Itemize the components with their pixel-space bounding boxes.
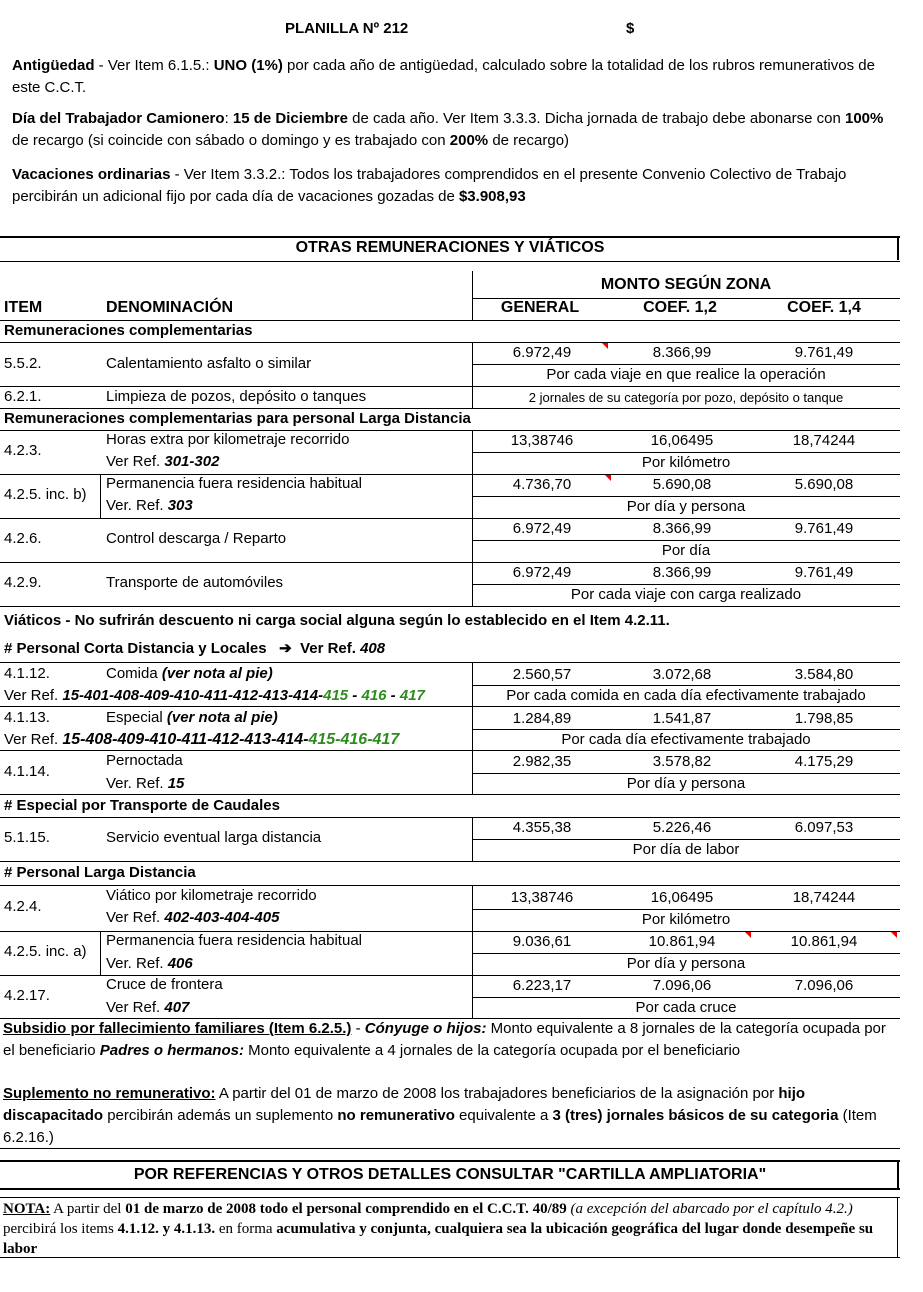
divider	[0, 1257, 900, 1258]
value-general: 1.284,89	[512, 710, 572, 727]
arrow-right-icon: ➔	[279, 640, 292, 657]
item-denominacion: Viático por kilometraje recorrido	[106, 887, 317, 904]
item-reference: Ver Ref. 402-403-404-405	[106, 909, 280, 926]
col-header-coef-1-4: COEF. 1,4	[787, 299, 861, 316]
section-title: # Personal Larga Distancia	[4, 864, 196, 881]
currency-symbol: $	[626, 20, 635, 37]
value-coef-1-2: 3.072,68	[652, 666, 712, 683]
section-title: # Especial por Transporte de Caudales	[4, 797, 280, 814]
value-coef-1-2: 8.366,99	[652, 520, 712, 537]
value-coef-1-2: 1.541,87	[652, 710, 712, 727]
value-general: 13,38746	[510, 432, 574, 449]
value-coef-1-4: 4.175,29	[794, 753, 854, 770]
value-general: 2.560,57	[512, 666, 572, 683]
value-coef-1-2: 8.366,99	[652, 564, 712, 581]
item-denominacion: Servicio eventual larga distancia	[106, 829, 322, 846]
comment-marker-icon	[605, 475, 611, 481]
item-reference: Ver Ref. 301-302	[106, 453, 220, 470]
divider	[0, 1160, 900, 1162]
value-coef-1-2: 5.690,08	[652, 476, 712, 493]
item-denominacion: Horas extra por kilometraje recorrido	[106, 431, 350, 448]
divider	[0, 1188, 900, 1190]
row-note: Por kilómetro	[641, 454, 731, 471]
item-reference: Ver Ref. 15-408-409-410-411-412-413-414-415-416-417	[4, 731, 400, 748]
value-coef-1-2: 10.861,94	[648, 933, 716, 950]
col-header-denominacion: DENOMINACIÓN	[106, 299, 234, 316]
item-denominacion: Especial (ver nota al pie)	[106, 709, 278, 726]
item-denominacion: Cruce de frontera	[106, 976, 223, 993]
section-title: Remuneraciones complementarias para personal Larga Distancia	[4, 410, 471, 427]
nota-paragraph: NOTA: A partir del 01 de marzo de 2008 todo el personal comprendido en el C.C.T. 40/89 (a excepción del abarcado por el capítulo 4.2.) percibirá los items 4.1.12. y 4.1.13. en forma acumulativa y conjunta, cualquiera sea la ubicación geográfica del lugar donde desempeñe su labor	[3, 1201, 874, 1257]
item-reference: Ver. Ref. 303	[106, 497, 193, 514]
section-title: Remuneraciones complementarias	[4, 322, 253, 339]
value-general: 6.972,49	[512, 344, 572, 361]
value-coef-1-4: 18,74244	[792, 889, 856, 906]
value-coef-1-4: 6.097,53	[794, 819, 854, 836]
table-title: OTRAS REMUNERACIONES Y VIÁTICOS	[295, 239, 605, 256]
value-coef-1-2: 5.226,46	[652, 819, 712, 836]
item-code: 4.2.17.	[4, 987, 50, 1004]
divider	[0, 1197, 900, 1198]
value-coef-1-2: 16,06495	[650, 432, 714, 449]
divider	[0, 861, 900, 862]
value-general: 9.036,61	[512, 933, 572, 950]
row-note: Por cada viaje con carga realizado	[570, 586, 802, 603]
row-note: Por cada cruce	[635, 999, 737, 1016]
row-note: Por día y persona	[626, 498, 746, 515]
item-code: 5.5.2.	[4, 355, 42, 372]
value-coef-1-2: 7.096,06	[652, 977, 712, 994]
divider	[0, 706, 900, 707]
row-note: Por cada comida en cada día efectivamente trabajado	[506, 687, 866, 704]
monto-header: MONTO SEGÚN ZONA	[600, 276, 772, 293]
comment-marker-icon	[745, 932, 751, 938]
item-denominacion: Control descarga / Reparto	[106, 530, 287, 547]
item-code: 4.2.4.	[4, 898, 42, 915]
divider	[0, 606, 900, 607]
subsidio-paragraph: Subsidio por fallecimiento familiares (Item 6.2.5.) - Cónyuge o hijos: Monto equivalente a 8 jornales de la categoría ocupada por el beneficiario Padres o hermanos: Monto equivalente a 4 jornales de la categoría ocupada por el beneficiario	[3, 1020, 886, 1059]
row-note: Por cada viaje en que realice la operación	[546, 366, 826, 383]
referencias-banner: POR REFERENCIAS Y OTROS DETALLES CONSULTAR "CARTILLA AMPLIATORIA"	[133, 1166, 767, 1183]
item-denominacion: Pernoctada	[106, 752, 183, 769]
item-code: 4.1.12.	[4, 665, 50, 682]
item-reference: Ver. Ref. 406	[106, 955, 193, 972]
row-note: Por cada día efectivamente trabajado	[561, 731, 811, 748]
item-code: 4.1.13.	[4, 709, 50, 726]
value-coef-1-4: 9.761,49	[794, 564, 854, 581]
value-coef-1-4: 9.761,49	[794, 520, 854, 537]
col-header-coef-1-2: COEF. 1,2	[643, 299, 717, 316]
column-divider	[100, 474, 101, 518]
row-note: Por día y persona	[626, 775, 746, 792]
suplemento-paragraph: Suplemento no remunerativo: A partir del 01 de marzo de 2008 los trabajadores beneficiarios de la asignación por hijo discapacitado percibirán además un suplemento no remunerativo equivalente a 3 (tres) jornales básicos de su categoria (Item 6.2.16.)	[3, 1085, 877, 1146]
item-denominacion: Permanencia fuera residencia habitual	[106, 932, 362, 949]
value-coef-1-4: 5.690,08	[794, 476, 854, 493]
item-code: 4.2.6.	[4, 530, 42, 547]
value-general: 6.972,49	[512, 564, 572, 581]
row-note: Por kilómetro	[641, 911, 731, 928]
item-code: 4.1.14.	[4, 763, 50, 780]
item-denominacion: Calentamiento asfalto o similar	[106, 355, 312, 372]
section-title: # Personal Corta Distancia y Locales ➔ Ver Ref. 408	[4, 640, 386, 657]
value-general: 13,38746	[510, 889, 574, 906]
item-reference: Ver Ref. 15-401-408-409-410-411-412-413-414-415 - 416 - 417	[4, 687, 425, 704]
item-code: 4.2.5. inc. b)	[4, 486, 87, 503]
page-title: PLANILLA Nº 212	[285, 20, 409, 37]
column-divider	[100, 931, 101, 975]
item-denominacion: Transporte de automóviles	[106, 574, 284, 591]
comment-marker-icon	[891, 932, 897, 938]
row-note: 2 jornales de su categoría por pozo, depósito o tanque	[528, 390, 844, 405]
item-code: 4.2.3.	[4, 442, 42, 459]
item-code: 5.1.15.	[4, 829, 50, 846]
value-coef-1-4: 18,74244	[792, 432, 856, 449]
item-denominacion: Comida (ver nota al pie)	[106, 665, 273, 682]
comment-marker-icon	[602, 343, 608, 349]
col-header-general: GENERAL	[500, 299, 580, 316]
item-reference: Ver. Ref. 15	[106, 775, 185, 792]
value-coef-1-2: 16,06495	[650, 889, 714, 906]
value-coef-1-2: 8.366,99	[652, 344, 712, 361]
divider	[0, 662, 900, 663]
antiguedad-paragraph: Antigüedad - Ver Item 6.1.5.: UNO (1%) por cada año de antigüedad, calculado sobre la totalidad de los rubros remunerativos de este C.C.T.	[12, 57, 875, 96]
row-note: Por día	[661, 542, 711, 559]
viaticos-heading: Viáticos - No sufrirán descuento ni carga social alguna según lo establecido en el Item 4.2.11.	[4, 612, 670, 629]
value-coef-1-4: 1.798,85	[794, 710, 854, 727]
value-coef-1-2: 3.578,82	[652, 753, 712, 770]
item-denominacion: Limpieza de pozos, depósito o tanques	[106, 388, 367, 405]
vacaciones-paragraph: Vacaciones ordinarias - Ver Item 3.3.2.: Todos los trabajadores comprendidos en el presente Convenio Colectivo de Trabajo percibirán un adicional fijo por cada día de vacaciones gozadas de $3.908,93	[12, 166, 847, 205]
table-border-top	[0, 236, 900, 238]
divider	[0, 1148, 900, 1149]
item-reference: Ver Ref. 407	[106, 999, 190, 1016]
divider	[0, 261, 900, 262]
row-note: Por día de labor	[632, 841, 740, 858]
value-general: 6.972,49	[512, 520, 572, 537]
item-denominacion: Permanencia fuera residencia habitual	[106, 475, 362, 492]
value-coef-1-4: 7.096,06	[794, 977, 854, 994]
value-general: 4.355,38	[512, 819, 572, 836]
row-note: Por día y persona	[626, 955, 746, 972]
value-coef-1-4: 9.761,49	[794, 344, 854, 361]
value-coef-1-4: 10.861,94	[790, 933, 858, 950]
item-code: 4.2.9.	[4, 574, 42, 591]
col-header-item: ITEM	[4, 299, 43, 316]
item-code: 6.2.1.	[4, 388, 42, 405]
value-coef-1-4: 3.584,80	[794, 666, 854, 683]
value-general: 4.736,70	[512, 476, 572, 493]
value-general: 6.223,17	[512, 977, 572, 994]
divider	[0, 794, 900, 795]
value-general: 2.982,35	[512, 753, 572, 770]
dia-trabajador-paragraph: Día del Trabajador Camionero: 15 de Diciembre de cada año. Ver Item 3.3.3. Dicha jornada de trabajo debe abonarse con 100% de recargo (si coincide con sábado o domingo y es trabajado con 200% de recargo)	[12, 110, 884, 149]
item-code: 4.2.5. inc. a)	[4, 943, 87, 960]
